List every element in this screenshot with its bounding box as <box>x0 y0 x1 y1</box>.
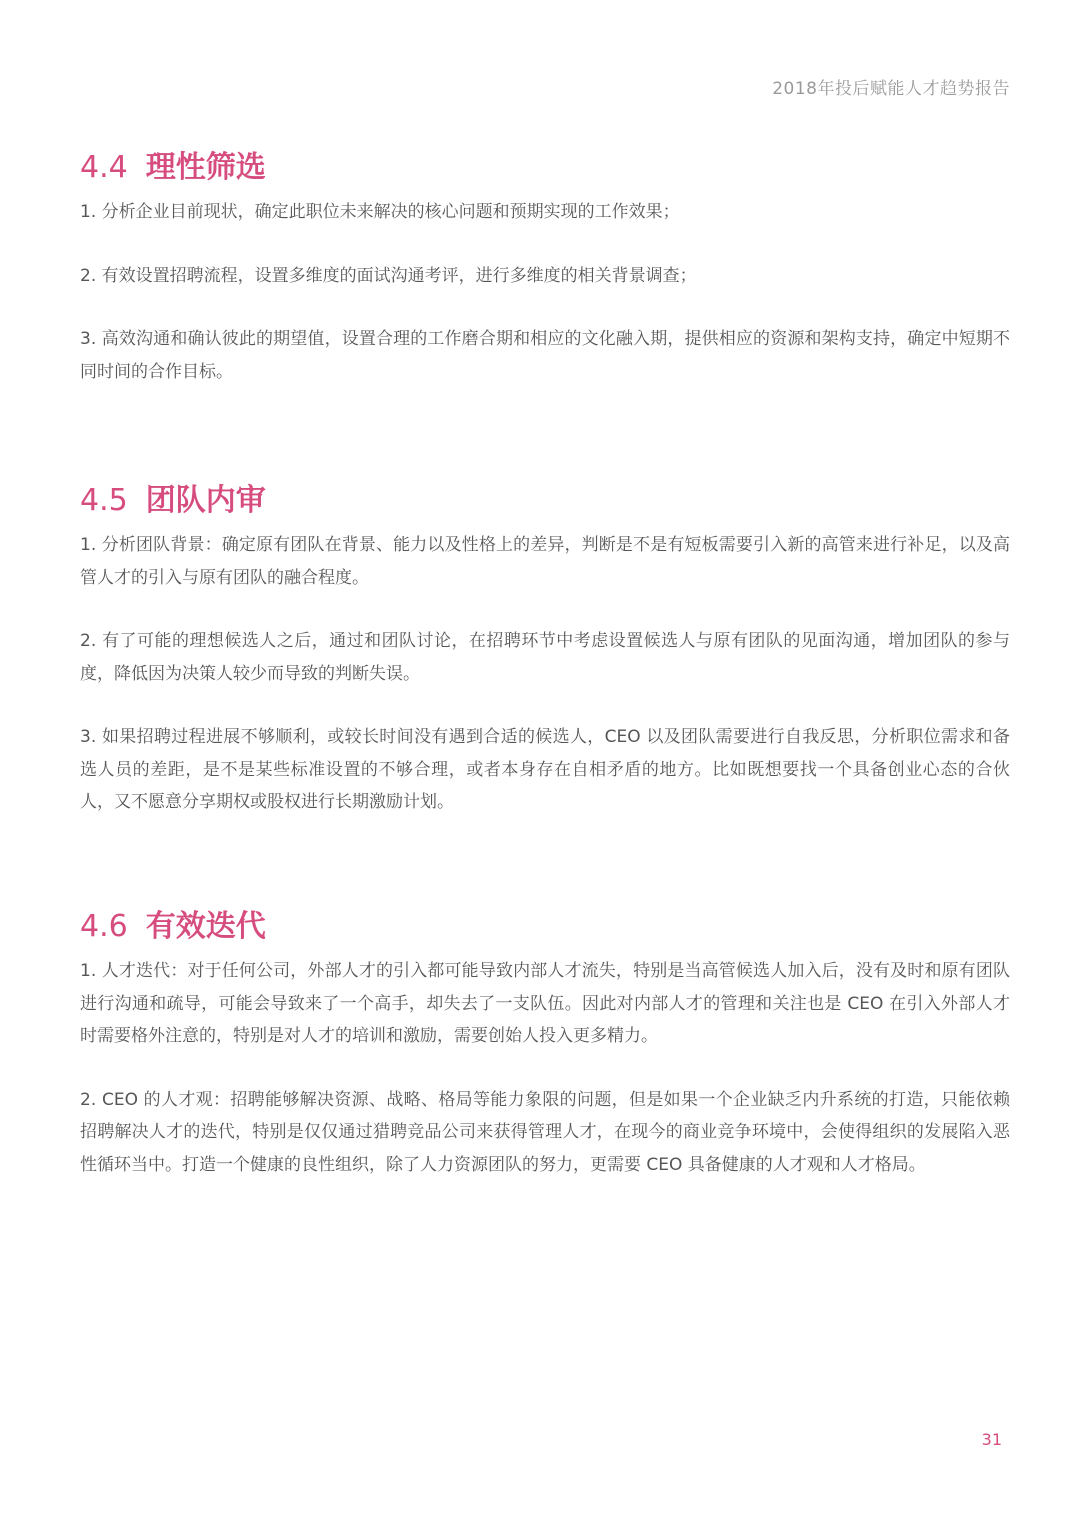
paragraph: 3. 如果招聘过程进展不够顺利，或较长时间没有遇到合适的候选人，CEO 以及团队需要进行自我反思，分析职位需求和备选人员的差距，是不是某些标准设置的不够合理，或者本身存在自相矛盾的地方。比如既想要找一个具备创业心态的合伙人，又不愿意分享期权或股权进行长期激励计划。 <box>80 727 1010 812</box>
paragraph: 2. CEO 的人才观：招聘能够解决资源、战略、格局等能力象限的问题，但是如果一个企业缺乏内升系统的打造，只能依赖招聘解决人才的迭代，特别是仅仅通过猎聘竞品公司来获得管理人才，在现今的商业竞争环境中，会使得组织的发展陷入恶性循环当中。打造一个健康的良性组织，除了人力资源团队的努力，更需要 CEO 具备健康的人才观和人才格局。 <box>80 1089 1010 1175</box>
section-4-4 <box>80 148 1010 419</box>
section-title: 有效迭代 <box>145 909 266 944</box>
page-number: 31 <box>981 1430 1002 1449</box>
section-heading <box>80 148 1010 188</box>
section-number: 4.5 <box>80 483 128 518</box>
section-4-6 <box>80 907 1010 1212</box>
paragraph: 1. 分析企业目前现状，确定此职位未来解决的核心问题和预期实现的工作效果； <box>80 202 680 222</box>
section-number: 4.4 <box>80 150 128 185</box>
paragraph: 2. 有效设置招聘流程，设置多维度的面试沟通考评，进行多维度的相关背景调查； <box>80 265 697 286</box>
paragraph: 3. 高效沟通和确认彼此的期望值，设置合理的工作磨合期和相应的文化融入期，提供相应的资源和架构支持，确定中短期不同时间的合作目标。 <box>80 329 1010 382</box>
section-number: 4.6 <box>80 909 128 944</box>
paragraph: 2. 有了可能的理想候选人之后，通过和团队讨论，在招聘环节中考虑设置候选人与原有团队的见面沟通，增加团队的参与度，降低因为决策人较少而导致的判断失误。 <box>80 631 1010 684</box>
paragraph: 1. 分析团队背景：确定原有团队在背景、能力以及性格上的差异，判断是不是有短板需要引入新的高管来进行补足，以及高管人才的引入与原有团队的融合程度。 <box>80 535 1010 588</box>
report-header-title: 2018年投后赋能人才趋势报告 <box>772 79 1010 99</box>
section-title: 团队内审 <box>145 483 266 518</box>
paragraph: 1. 人才迭代：对于任何公司，外部人才的引入都可能导致内部人才流失，特别是当高管候选人加入后，没有及时和原有团队进行沟通和疏导，可能会导致来了一个高手，却失去了一支队伍。因此对内部人才的管理和关注也是 CEO 在引入外部人才时需要格外注意的，特别是对人才的培训和激励，需要创始人投入更多精力。 <box>80 961 1010 1046</box>
section-4-5 <box>80 481 1010 850</box>
section-title: 理性筛选 <box>145 150 266 185</box>
section-heading <box>80 907 1010 947</box>
section-heading <box>80 481 1010 521</box>
